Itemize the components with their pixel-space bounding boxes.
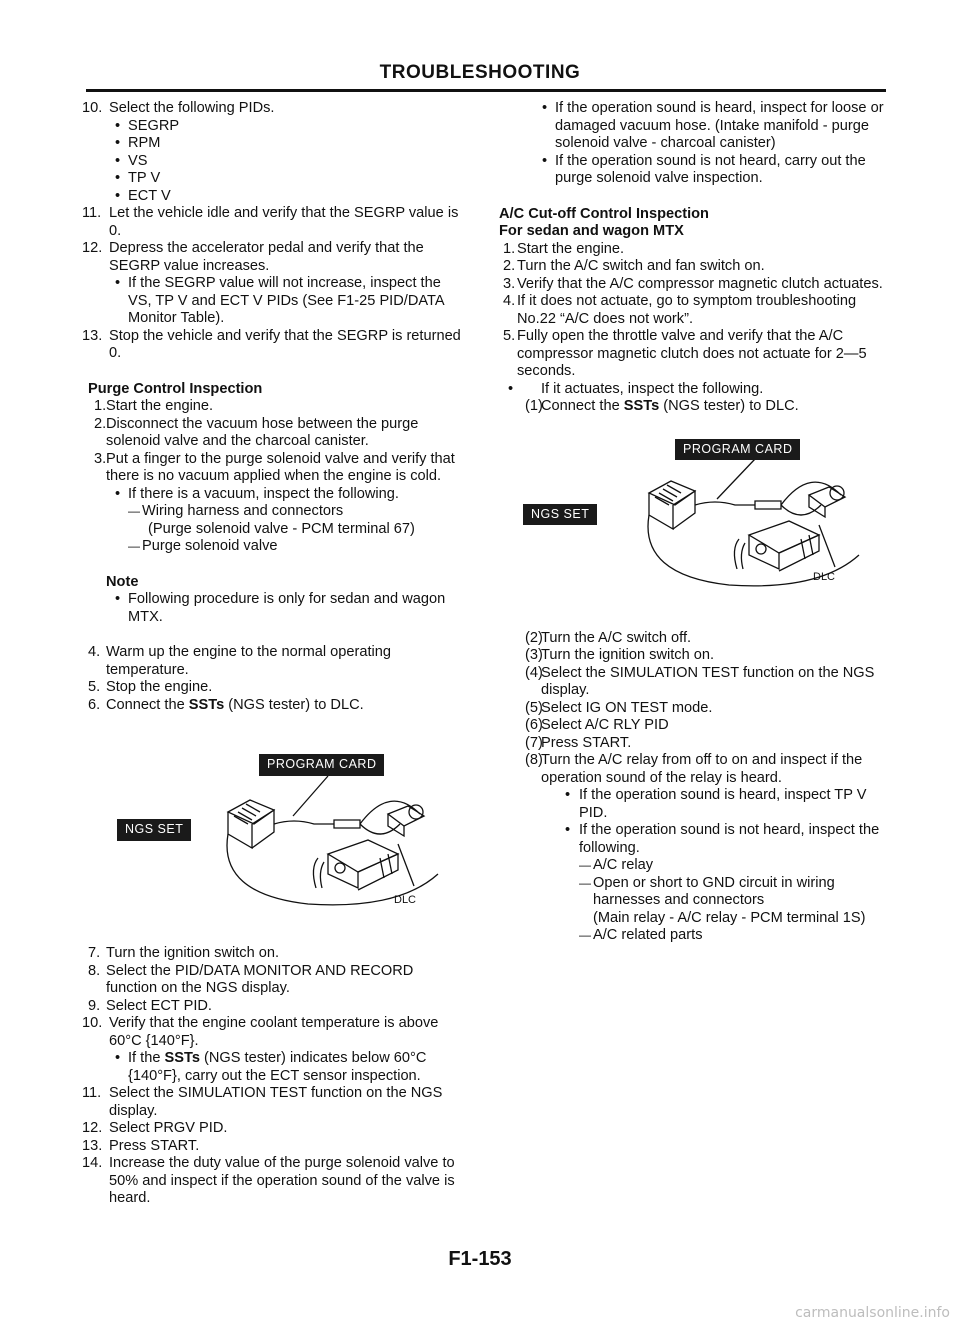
ac-step-1	[485, 241, 885, 259]
left-column	[82, 100, 468, 1208]
purge-step-3-bullet: • If there is a vacuum, inspect the following.	[88, 486, 468, 504]
step-text-tail: (NGS tester) to DLC.	[224, 696, 364, 713]
step-number: 13.	[82, 327, 103, 344]
step-13	[82, 327, 468, 363]
purge-step-3-dash-2: — Purge solenoid valve	[88, 538, 468, 556]
step-number: 11.	[82, 1085, 102, 1101]
step-number: (1)	[525, 398, 543, 414]
step-text: Turn the A/C switch and fan switch on.	[517, 258, 765, 274]
ac-substep-3	[485, 647, 885, 665]
ac-section-title: A/C Cut-off Control Inspection	[499, 205, 709, 222]
ngs-tester-figure	[88, 754, 468, 934]
step-text: Turn the ignition switch on.	[541, 647, 715, 663]
step-number: 5.	[503, 328, 516, 344]
step-text: Stop the vehicle and verify that the SEGRP is returned 0.	[109, 327, 461, 361]
step-text: Select the PID/DATA MONITOR AND RECORD function on the NGS display.	[106, 962, 414, 996]
ngs-tester-figure-2	[485, 439, 885, 619]
step-number: 14.	[82, 1155, 103, 1171]
ac-substep-8-dash-3: — A/C related parts	[485, 927, 885, 945]
ac-section-subtitle: For sedan and wagon MTX	[499, 223, 684, 239]
sst-bold: SSTs	[188, 696, 225, 713]
step-number: (5)	[525, 699, 543, 716]
step-number: 5.	[88, 679, 101, 695]
step-text: Select the following PIDs.	[109, 100, 275, 116]
dlc-label-2: DLC	[813, 570, 836, 583]
purge-step-12	[82, 1120, 468, 1138]
step-text: Turn the A/C relay from off to on and inspect if the operation sound of the relay is heard.	[541, 752, 863, 786]
purge-step-13	[82, 1137, 468, 1156]
sst-bold: SSTs	[623, 398, 660, 414]
ac-step-3	[485, 276, 885, 294]
step-number: (2)	[525, 629, 543, 646]
ac-substep-1	[485, 398, 885, 416]
purge-step-8	[88, 963, 468, 998]
step-number: 3.	[503, 275, 516, 292]
step-number: 2.	[94, 415, 107, 432]
step-text: Press START.	[109, 1137, 200, 1154]
step-number: 8.	[88, 962, 101, 979]
pid-item: • ECT V	[88, 188, 468, 206]
ac-substep-6	[485, 717, 885, 735]
ngs-set-label-2: NGS SET	[523, 504, 597, 526]
ac-substep-2	[485, 630, 885, 648]
step-number: (6)	[525, 717, 543, 733]
bullet-text-tail: (NGS tester) indicates below 60°C {140°F}, carry out the ECT sensor inspection.	[128, 1050, 427, 1084]
bullet-text: If the	[128, 1050, 165, 1066]
purge-step-6	[88, 697, 468, 715]
step-number: (4)	[525, 664, 543, 681]
ac-substep-5	[485, 700, 885, 718]
step-text: Disconnect the vacuum hose between the purge solenoid valve and the charcoal canister.	[106, 415, 419, 449]
step-12-bullet: • If the SEGRP value will not increase, inspect the VS, TP V and ECT V PIDs (See F1-25 PID/DATA Monitor Table).	[88, 275, 468, 328]
ngs-set-label: NGS SET	[117, 819, 191, 841]
program-card-label-2: PROGRAM CARD	[675, 439, 800, 461]
purge-step-11	[82, 1085, 468, 1120]
step-number: 6.	[88, 696, 101, 713]
note-bullet: • Following procedure is only for sedan and wagon MTX.	[88, 591, 468, 626]
step-number: 4.	[503, 293, 516, 309]
step-number: 12.	[82, 1120, 103, 1136]
step-text: Select the SIMULATION TEST function on the NGS display.	[541, 664, 875, 698]
purge-step-3	[88, 451, 468, 486]
step-number: 12.	[82, 240, 103, 256]
note-title: Note	[106, 573, 139, 590]
step-number: (7)	[525, 734, 543, 751]
pid-item: • TP V	[88, 170, 468, 188]
page-number: F1-153	[448, 1248, 512, 1270]
step-text: Start the engine.	[106, 398, 214, 414]
ac-substep-8-bullet-1: • If the operation sound is heard, inspect TP V PID.	[485, 787, 885, 822]
step-text: Turn the ignition switch on.	[106, 945, 280, 961]
sst-bold: SSTs	[164, 1050, 200, 1066]
step-number: 1.	[94, 398, 107, 414]
step-text: Verify that the engine coolant temperature is above 60°C {140°F}.	[109, 1015, 439, 1049]
purge-step-10-bullet	[88, 1050, 468, 1085]
step-text: Select the SIMULATION TEST function on the NGS display.	[109, 1085, 443, 1119]
ac-step-2	[485, 258, 885, 276]
pid-item: • VS	[88, 153, 468, 171]
step-10	[82, 100, 468, 118]
step-text: Put a finger to the purge solenoid valve and verify that there is no vacuum applied when the engine is cold.	[106, 450, 455, 484]
step-11	[82, 205, 468, 240]
dlc-label: DLC	[394, 894, 417, 906]
step-number: 13.	[82, 1137, 103, 1154]
page-header-title: TROUBLESHOOTING	[379, 62, 581, 83]
ac-substep-8	[485, 752, 885, 787]
step-number: 11.	[82, 205, 102, 221]
step-text: Start the engine.	[517, 240, 625, 257]
pid-item: • RPM	[88, 135, 468, 153]
purge-step-1	[88, 398, 468, 416]
purge-step-3-dash-1-sub: (Purge solenoid valve - PCM terminal 67)	[148, 520, 415, 537]
ac-substep-7	[485, 735, 885, 753]
step-text: Stop the engine.	[106, 679, 213, 695]
step-text: Verify that the A/C compressor magnetic clutch actuates.	[517, 275, 883, 292]
ac-substep-8-dash-2-sub: (Main relay - A/C relay - PCM terminal 1S)	[593, 909, 866, 926]
purge-section-title: Purge Control Inspection	[88, 380, 263, 397]
step-text: Select IG ON TEST mode.	[541, 699, 713, 716]
step-number: 2.	[503, 258, 516, 274]
header-rule	[86, 89, 886, 92]
purge-step-5	[88, 679, 468, 697]
step-text: Select PRGV PID.	[109, 1120, 228, 1136]
step-text: Fully open the throttle valve and verify that the A/C compressor magnetic clutch does not actuate for 2—5 seconds.	[517, 328, 867, 379]
purge-step-4	[88, 644, 468, 679]
step-text: Warm up the engine to the normal operating temperature.	[106, 644, 392, 678]
purge-step-10	[82, 1015, 468, 1050]
ac-substep-4	[485, 665, 885, 700]
step-number: 3.	[94, 450, 107, 467]
program-card-label: PROGRAM CARD	[259, 754, 384, 776]
step-text: Let the vehicle idle and verify that the SEGRP value is 0.	[109, 205, 459, 239]
ac-step-5	[485, 328, 885, 381]
ac-step-5-bullet: • If it actuates, inspect the following.	[485, 381, 885, 399]
step-text: Select A/C RLY PID	[541, 717, 669, 733]
purge-step-2	[88, 416, 468, 451]
step-text: Turn the A/C switch off.	[541, 629, 692, 646]
ac-substep-8-dash-1: — A/C relay	[485, 857, 885, 875]
step-text: Press START.	[541, 734, 632, 751]
purge-step-3-dash-1: — Wiring harness and connectors	[88, 503, 468, 521]
step-text-tail: (NGS tester) to DLC.	[659, 398, 799, 414]
step-number: 10.	[82, 100, 103, 116]
purge-step-9	[88, 998, 468, 1016]
step-text: Increase the duty value of the purge solenoid valve to 50% and inspect if the operation sound of the valve is heard.	[109, 1155, 455, 1206]
ac-substep-8-bullet-2: • If the operation sound is not heard, inspect the following.	[485, 822, 885, 857]
step-number: 10.	[82, 1015, 103, 1031]
ac-substep-8-dash-2: — Open or short to GND circuit in wiring harnesses and connectors	[485, 875, 885, 910]
step-text: Select ECT PID.	[106, 997, 212, 1014]
sound-not-heard-bullet: • If the operation sound is not heard, carry out the purge solenoid valve inspection.	[485, 153, 885, 188]
step-number: 4.	[88, 644, 101, 660]
purge-step-14	[82, 1155, 468, 1208]
pid-item: • SEGRP	[88, 118, 468, 136]
step-number: 7.	[88, 945, 101, 961]
sound-heard-bullet: • If the operation sound is heard, inspect for loose or damaged vacuum hose. (Intake manifold - purge solenoid valve - charcoal canister)	[485, 100, 885, 153]
step-number: 9.	[88, 997, 101, 1014]
step-number: (3)	[525, 647, 543, 663]
step-text: Connect the	[541, 398, 624, 414]
step-12	[82, 240, 468, 275]
step-number: 1.	[503, 240, 516, 257]
watermark: carmanualsonline.info	[795, 1305, 950, 1321]
step-text: Connect the	[106, 696, 189, 713]
ac-step-4	[485, 293, 885, 328]
right-column	[485, 100, 885, 945]
step-text: Depress the accelerator pedal and verify that the SEGRP value increases.	[109, 240, 424, 274]
step-text: If it does not actuate, go to symptom troubleshooting No.22 “A/C does not work”.	[517, 293, 857, 327]
ngs-tester-illustration-2	[485, 439, 885, 619]
purge-step-7	[88, 945, 468, 963]
step-number: (8)	[525, 752, 543, 768]
